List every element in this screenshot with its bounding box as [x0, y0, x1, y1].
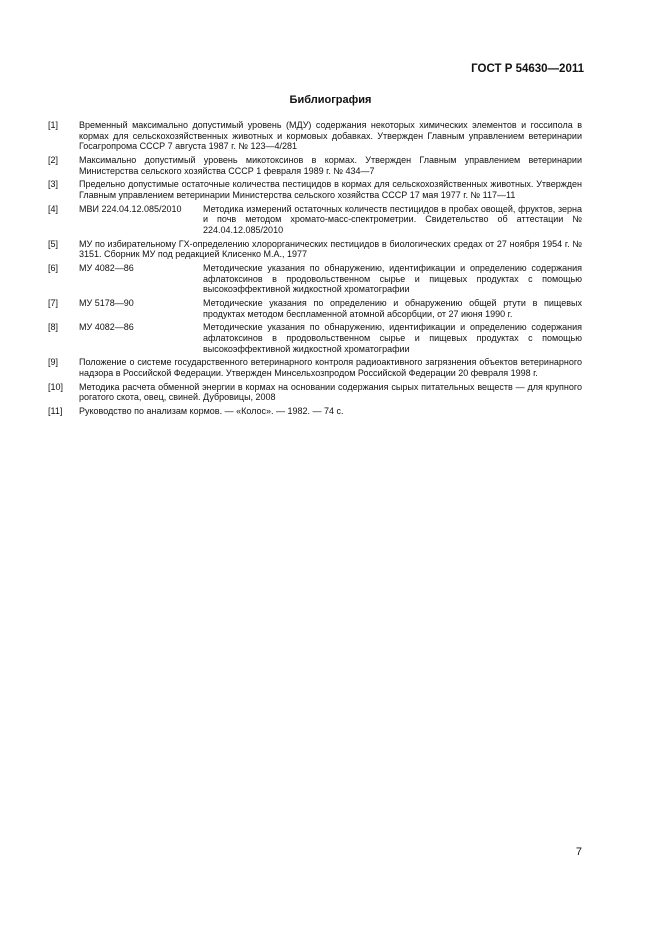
entry-number: [9]: [48, 357, 59, 368]
entry-text: Предельно допустимые остаточные количества пестицидов в кормах для сельскохозяйственных животных. Утвержден Главным управлением ветеринарии Министерства сельского хозяйства СССР 17 мая 1977 г. № 117—11: [79, 179, 582, 200]
entry-text: МУ по избирательному ГХ-определению хлорорганических пестицидов в биологических средах от 27 ноября 1954 г. № 3151. Сборник МУ под редакцией Клисенко М.А., 1977: [79, 238, 582, 260]
entry-number: [2]: [48, 154, 59, 165]
document-code: ГОСТ Р 54630—2011: [471, 63, 584, 75]
entry-number: [1]: [48, 120, 59, 130]
entry-text: Положение о системе государственного ветеринарного контроля радиоактивного загрязнения объектов ветеринарного надзора в Российской Федерации. Утвержден Минсельхозпродом Российской Федерации 20 февраля 1998 г.: [79, 357, 582, 378]
entry-code: МУ 4082—86: [79, 322, 134, 333]
bibliography-entry: [48, 357, 582, 378]
bibliography-entry: [48, 322, 582, 354]
entry-text: Методика измерений остаточных количеств пестицидов в пробах овощей, фруктов, зерна и почв методом хромато-масс-спектрометрии. Свидетельство об аттестации № 224.04.12.085/2010: [203, 203, 582, 235]
entry-number: [11]: [48, 406, 63, 417]
entry-text: Методические указания по обнаружению, идентификации и определению содержания афлатоксинов в продовольственном сырье и пищевых продуктах с помощью высокоэффективной жидкостной хроматографии: [203, 263, 582, 295]
entry-text: Методические указания по обнаружению, идентификации и определению содержания афлатоксинов в продовольственном сырье и пищевых продуктах с помощью высокоэффективной жидкостной хроматографии: [203, 322, 582, 354]
bibliography-entry: [48, 120, 582, 152]
entry-number: [6]: [48, 263, 59, 274]
entry-number: [4]: [48, 203, 59, 214]
entry-text: Методические указания по определению и обнаружению общей ртути в пищевых продуктах методом беспламенной атомной абсорбции, от 27 июня 1990 г.: [203, 298, 582, 319]
bibliography-entry: [48, 382, 582, 403]
entry-code: МВИ 224.04.12.085/2010: [79, 203, 182, 214]
entry-number: [10]: [48, 381, 64, 392]
bibliography-entry: [48, 263, 582, 295]
entry-text: Временный максимально допустимый уровень (МДУ) содержания некоторых химических элементов и госсипола в кормах для сельскохозяйственных животных и кормовых добавках. Утвержден Главным управлением ветеринарии Госагропрома СССР 7 августа 1987 г. № 123—4/281: [79, 120, 582, 152]
bibliography-entry: [48, 298, 582, 319]
bibliography-list: [48, 120, 582, 420]
entry-text: Руководство по анализам кормов. — «Колос». — 1982. — 74 с.: [79, 406, 344, 417]
entry-code: МУ 4082—86: [79, 263, 134, 274]
section-title: Библиография: [289, 94, 372, 106]
entry-code: МУ 5178—90: [79, 298, 134, 309]
bibliography-entry: [48, 406, 582, 417]
bibliography-entry: [48, 155, 582, 176]
page-number: 7: [575, 846, 582, 858]
entry-number: [5]: [48, 238, 59, 249]
entry-number: [8]: [48, 322, 59, 333]
entry-number: [7]: [48, 298, 59, 309]
bibliography-entry: [48, 239, 582, 260]
bibliography-entry: [48, 179, 582, 200]
entry-number: [3]: [48, 179, 59, 190]
entry-text: Методика расчета обменной энергии в кормах на основании содержания сырых питательных веществ — для крупного рогатого скота, овец, свиней. Дубровицы, 2008: [79, 381, 582, 403]
entry-text: Максимально допустимый уровень микотоксинов в кормах. Утвержден Главным управлением ветеринарии Министерства сельского хозяйства СССР 1 февраля 1989 г. № 434—7: [79, 154, 582, 176]
bibliography-entry: [48, 204, 582, 236]
